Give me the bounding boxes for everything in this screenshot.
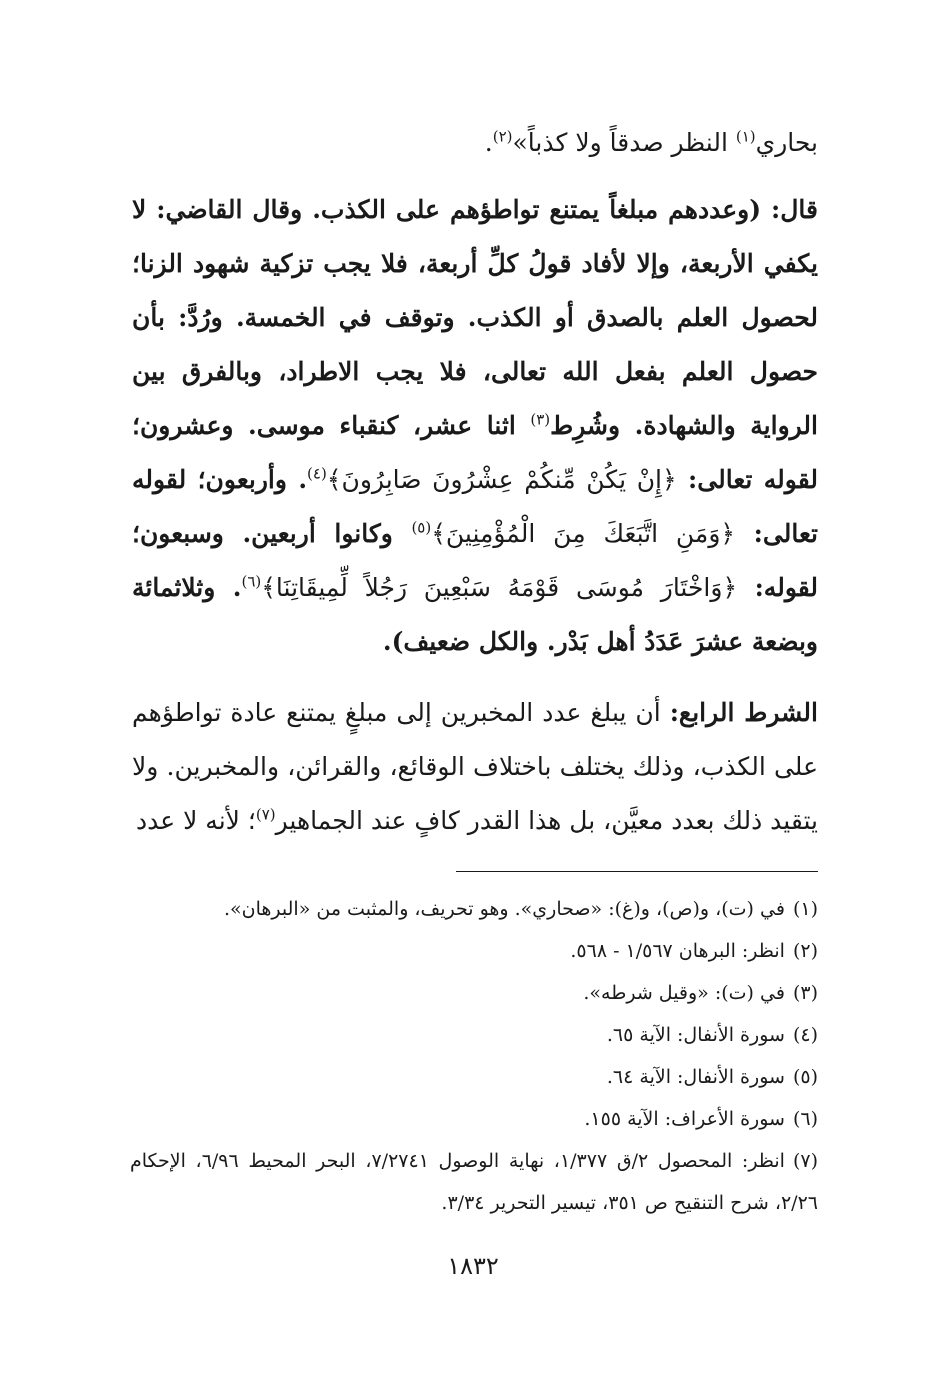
commentary-paragraph (132, 686, 818, 848)
footnote-ref-2: (٢) (492, 127, 513, 146)
footnote-text: سورة الأنفال: الآية ٦٤. (606, 1066, 785, 1088)
p1-before-sup: بحاري (755, 128, 818, 157)
footnote-text: انظر: المحصول ٢/ق ١/٣٧٧، نهاية الوصول ٧/٢٧٤١، البحر المحيط ٦/٩٦، الإحكام ٢/٢٦، شرح التنقيح ص ٣٥١، تيسير التحرير ٣/٣٤. (130, 1150, 818, 1214)
page-number: ١٨٣٢ (447, 1252, 499, 1280)
matn-text-4: وكانوا أربعين. وسبعون؛ لقوله: (132, 519, 818, 602)
quran-verse-2: ﴿وَمَنِ اتَّبَعَكَ مِنَ الْمُؤْمِنِينَ﴾ (431, 519, 736, 548)
footnote-number: (٧) (792, 1150, 819, 1172)
commentary-text-1: أن يبلغ عدد المخبرين إلى مبلغٍ يمتنع عادة تواطؤهم على الكذب، وذلك يختلف باختلاف الوقائع، والقرائن، والمخبرين. ولا يتقيد ذلك بعدد معيَّن، بل هذا القدر كافٍ عند الجماهير (132, 698, 818, 835)
footnote-ref-7: (٧) (255, 805, 276, 824)
footnote-number: (٥) (792, 1066, 818, 1088)
section-heading: الشرط الرابع: (669, 698, 818, 727)
footnote-3 (130, 972, 818, 1014)
footnote-ref-3: (٣) (530, 410, 551, 429)
footnote-ref-5: (٥) (411, 518, 432, 537)
footnote-5 (130, 1056, 818, 1098)
footnote-1 (130, 888, 818, 930)
footnote-2 (130, 930, 818, 972)
footnote-separator (456, 871, 818, 872)
footnote-text: سورة الأعراف: الآية ١٥٥. (584, 1108, 785, 1130)
matn-paragraph (132, 183, 818, 669)
footnote-ref-4: (٤) (307, 464, 327, 483)
p1-end: . (484, 128, 493, 157)
matn-text-1: قال: (وعددهم مبلغاً يمتنع تواطؤهم على الكذب. وقال القاضي: لا يكفي الأربعة، وإلا لأفاد قولُ كلِّ أربعة، فلا يجب تزكية شهود الزنا؛ لحصول العلم بالصدق أو الكذب. وتوقف في الخمسة. ورُدَّ: بأن حصول العلم بفعل الله تعالى، فلا يجب الاطراد، وبالفرق بين الرواية والشهادة. وشُرِط (132, 195, 818, 440)
matn-text-2: اثنا عشر، كنقباء موسى. وعشرون؛ لقوله تعالى: (132, 411, 818, 494)
footnote-number: (٤) (792, 1024, 818, 1046)
paragraph-continuation (132, 118, 818, 168)
footnote-ref-6: (٦) (241, 572, 262, 591)
commentary-text-2: ؛ لأنه لا عدد (135, 806, 256, 835)
footnote-text: انظر: البرهان ١/٥٦٧ - ٥٦٨. (570, 940, 785, 962)
footnote-number: (١) (792, 898, 818, 920)
footnote-number: (٣) (792, 982, 818, 1004)
footnote-4 (130, 1014, 818, 1056)
footnote-6 (130, 1098, 818, 1140)
quran-verse-1: ﴿إِنْ يَكُنْ مِّنكُمْ عِشْرُونَ صَابِرُونَ﴾ (326, 465, 677, 494)
p1-after-sup: النظر صدقاً ولا كذباً» (512, 128, 736, 157)
footnote-text: في (ت): «وقيل شرطه». (583, 982, 785, 1004)
footnote-ref-1: (١) (735, 127, 756, 146)
footnote-text: سورة الأنفال: الآية ٦٥. (606, 1024, 785, 1046)
quran-verse-3: ﴿وَاخْتَارَ مُوسَى قَوْمَهُ سَبْعِينَ رَجُلاً لِّمِيقَاتِنَا﴾ (261, 573, 738, 602)
footnote-text: في (ت)، و(ص)، و(غ): «صحاري». وهو تحريف، والمثبت من «البرهان». (223, 898, 785, 920)
matn-text-5: . وثلاثمائة وبضعة عشرَ عَدَدُ أهل بَدْر. والكل ضعيف). (132, 573, 818, 656)
footnote-7 (130, 1140, 818, 1224)
matn-text-3: . وأربعون؛ لقوله تعالى: (132, 465, 818, 548)
footnotes (130, 888, 818, 1224)
footnote-number: (٢) (792, 940, 818, 962)
footnote-number: (٦) (792, 1108, 818, 1130)
